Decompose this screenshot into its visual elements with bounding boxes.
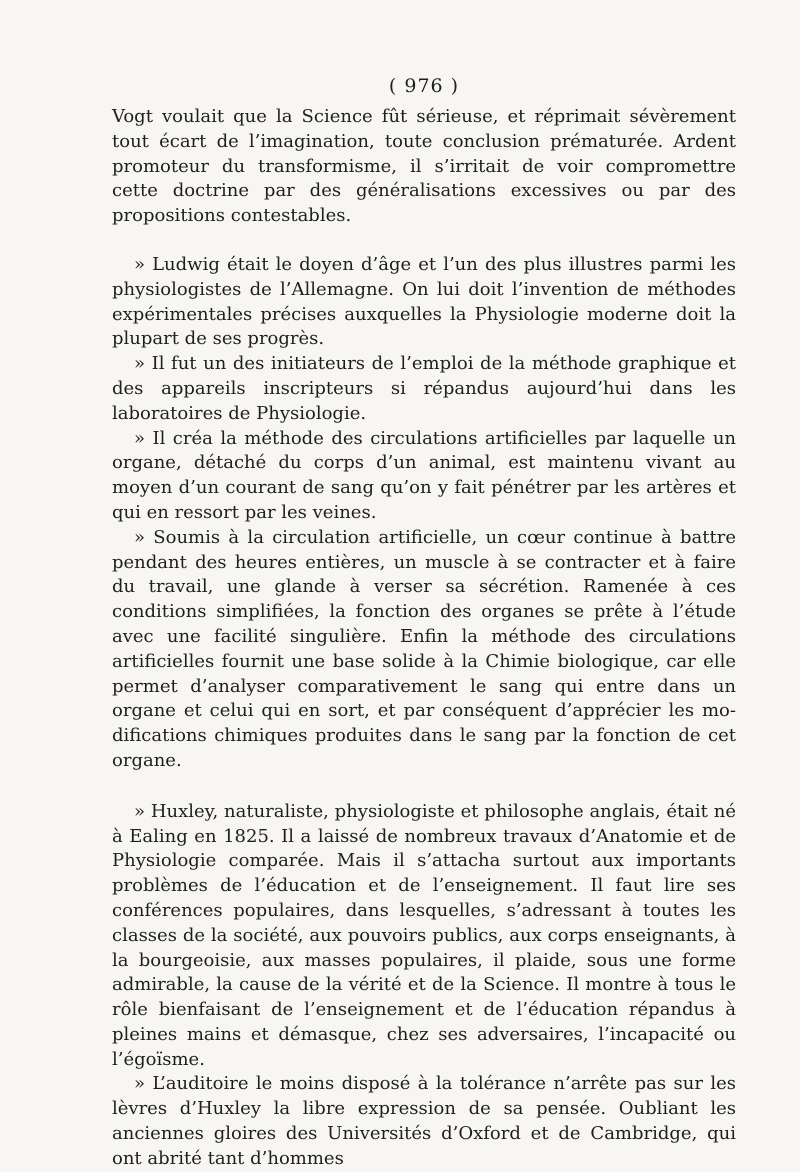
- paragraph-artificial-circulation: » Soumis à la circulation artificielle, un cœur continue à battre pendant des heures entières, un muscle à se contracter et à faire du travail, une glande à verser sa sécrétion. Ramenée à ces conditions simplifiées, la fonction des organes se prête à l’étude avec une facilité singulière. Enfin la méthode des circulations artificielles fournit une base solide à la Chimie biologique, car elle permet d’analyser comparativement le sang qui entre dans un organe et celui qui en sort, et par conséquent d’apprécier les modifications chimiques produites dans le sang par la fonction de cet organe.: [112, 526, 736, 771]
- paragraph-ludwig: » Ludwig était le doyen d’âge et l’un des plus illustres parmi les physiologistes de l’Allemagne. On lui doit l’invention de méthodes expérimentales précises auxquelles la Physiologie moderne doit la plupart de ses progrès.: [112, 253, 736, 350]
- paragraph-huxley: » Huxley, naturaliste, physiologiste et philosophe anglais, était né à Ealing en 1825. Il a laissé de nombreux travaux d’Anatomie et de Physiologie comparée. Mais il s’attacha surtout aux importants problèmes de l’éducation et de l’enseignement. Il faut lire ses conférences populaires, dans lesquelles, s’adressant à toutes les classes de la société, aux pouvoirs publics, aux corps enseignants, à la bourgeoisie, aux masses populaires, il plaide, sous une forme admirable, la cause de la vérité et de la Science. Il montre à tous le rôle bienfaisant de l’enseignement et de l’éducation répandus à pleines mains et démasque, chez ses adversaires, l’incapacité ou l’égoïsme.: [112, 800, 736, 1070]
- paragraph-gap: [112, 229, 736, 253]
- page-number: ( 976 ): [388, 75, 460, 97]
- paragraph-gap: [112, 774, 736, 800]
- paragraph-vogt: Vogt voulait que la Science fût sérieuse, et réprimait sévèrement tout écart de l’imagination, toute conclusion prématurée. Ardent promoteur du transformisme, il s’irritait de voir compromettre cette doctrine par des généralisations excessives ou par des propositions contestables.: [112, 106, 736, 227]
- paragraph-graphic-method: » Il fut un des initiateurs de l’emploi de la méthode graphique et des appareils inscripteurs si répandus aujourd’hui dans les laboratoires de Physiologie.: [112, 353, 736, 424]
- paragraph-circulation-method: » Il créa la méthode des circulations artificielles par laquelle un organe, détaché du corps d’un animal, est maintenu vivant au moyen d’un courant de sang qu’on y fait pénétrer par les artères et qui en ressort par les veines.: [112, 427, 736, 523]
- paragraph-auditoire: » L’auditoire le moins disposé à la tolérance n’arrête pas sur les lèvres d’Huxley la libre expression de sa pensée. Oubliant les anciennes gloires des Universités d’Oxford et de Cambridge, qui ont abrité tant d’hommes: [112, 1073, 736, 1169]
